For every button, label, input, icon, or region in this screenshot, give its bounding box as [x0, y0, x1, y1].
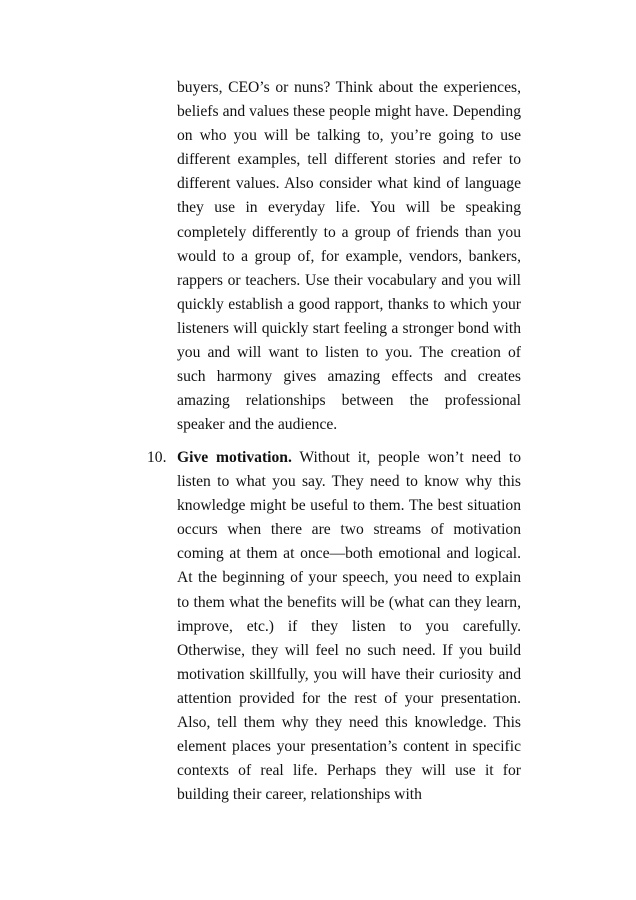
list-item-lead: Give motivation.	[177, 449, 292, 466]
continued-paragraph: buyers, CEO’s or nuns? Think about the experiences, beliefs and values these people might have. Depending on who you will be talking to, you’re going to use different examples, tell different stories and refer to different values. Also consider what kind of language they use in everyday life. You will be speaking completely differently to a group of friends than you would to a group of, for example, vendors, bankers, rappers or teachers. Use their vocabulary and you will quickly establish a good rapport, thanks to which your listeners will quickly start feeling a stronger bond with you and will want to listen to you. The creation of such harmony gives amazing effects and creates amazing relationships between the professional speaker and the audience.	[177, 79, 521, 434]
list-item-number: 10.	[147, 449, 167, 466]
list-item-paragraph	[177, 446, 521, 807]
list-item-body: Without it, people won’t need to listen to what you say. They need to know why this knowledge might be useful to them. The best situation occurs when there are two streams of motivation coming at them at once—both emotional and logical. At the beginning of your speech, you need to explain to them what the benefits will be (what can they learn, improve, etc.) if they listen to you carefully. Otherwise, they will feel no such need. If you build motivation skillfully, you will have their curiosity and attention provided for the rest of your presentation. Also, tell them why they need this knowledge. This element places your presentation’s content in specific contexts of real life. Perhaps they will use it for building their career, relationships with	[177, 449, 521, 804]
